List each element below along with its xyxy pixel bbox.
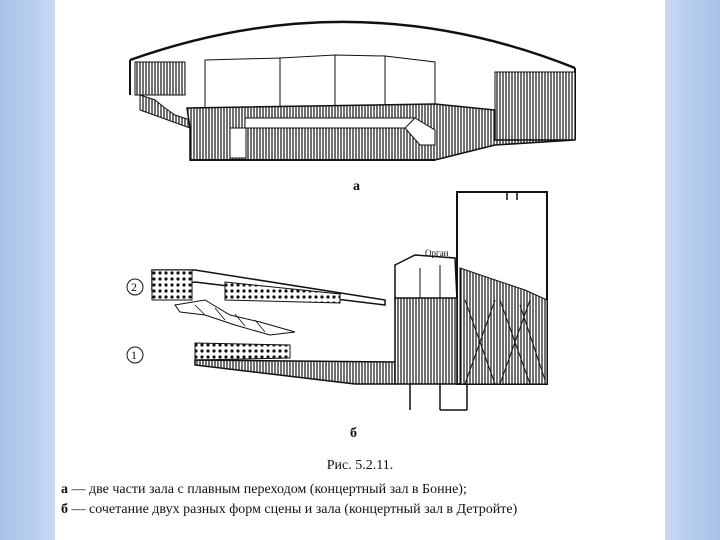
caption-b-key: б bbox=[61, 502, 68, 517]
caption-line-a bbox=[61, 482, 467, 498]
caption-a-key: а bbox=[61, 482, 68, 497]
label-b: б bbox=[350, 426, 357, 441]
label-a: а bbox=[353, 179, 360, 194]
caption-line-b bbox=[61, 502, 517, 518]
section-b-detroit bbox=[127, 192, 547, 441]
section-a-bonn bbox=[130, 22, 575, 194]
slide-page bbox=[55, 0, 665, 540]
caption-b-text: — сочетание двух разных форм сцены и зала (концертный зал в Детройте) bbox=[68, 502, 518, 517]
caption-title: Рис. 5.2.11. bbox=[326, 458, 394, 473]
marker-2-text: 2 bbox=[131, 280, 137, 294]
caption-a-text: — две части зала с плавным переходом (концертный зал в Бонне); bbox=[68, 482, 467, 497]
organ-label: Орган bbox=[425, 248, 449, 258]
marker-1-text: 1 bbox=[131, 348, 137, 362]
